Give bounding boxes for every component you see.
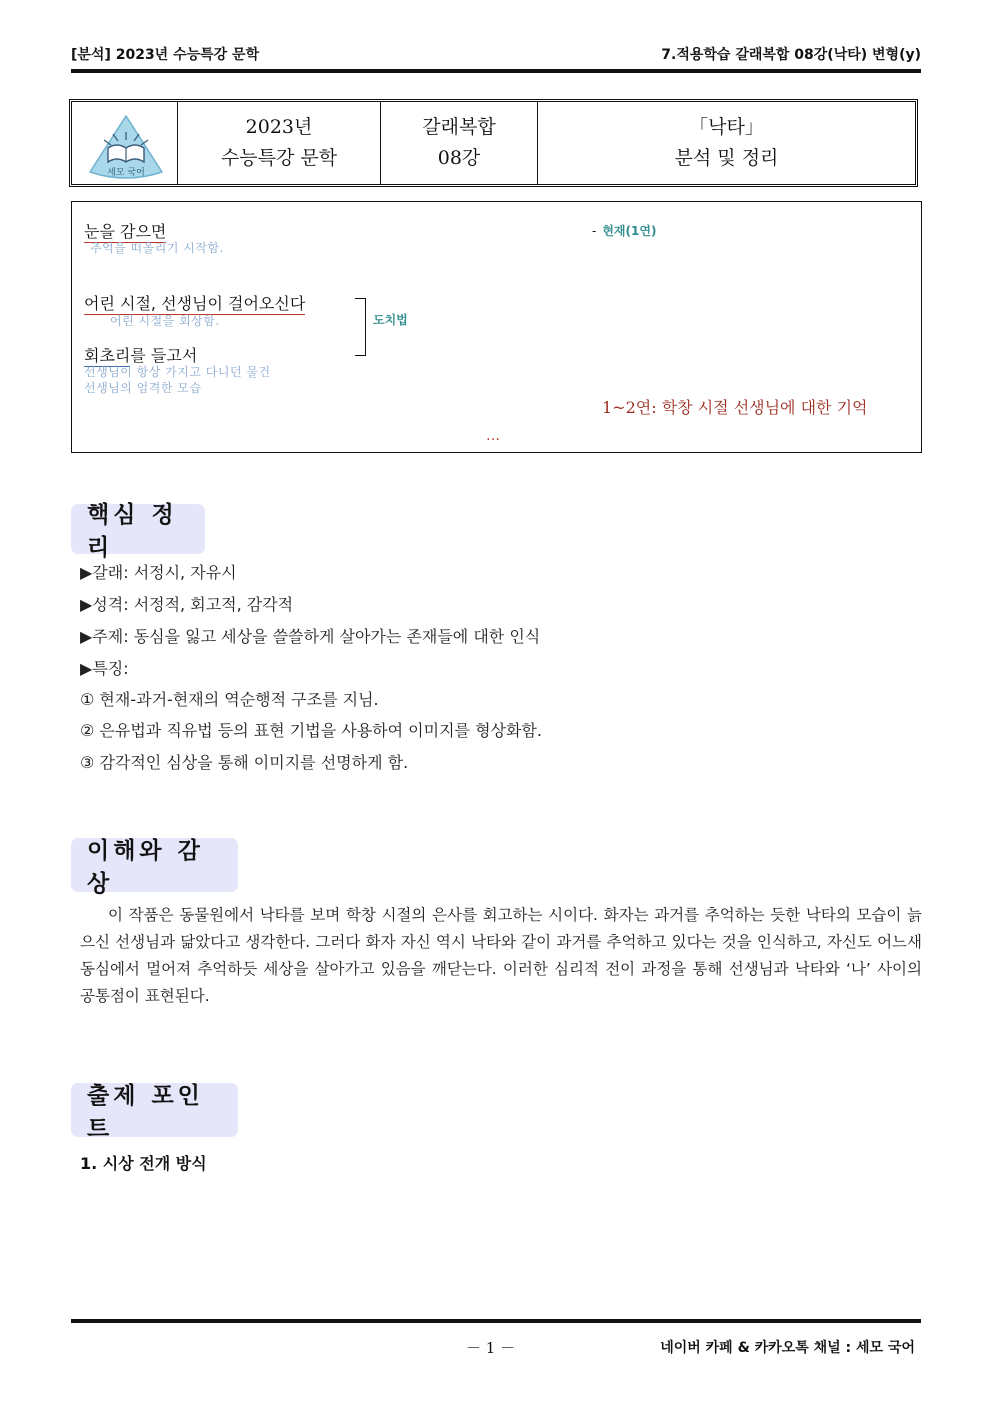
core-item-genre: ▶갈래: 서정시, 자유시 (80, 563, 237, 582)
feature-item-2: ② 은유법과 직유법 등의 표현 기법을 사용하여 이미지를 형상화함. (80, 721, 542, 740)
header-rule (71, 69, 921, 73)
footer-channel: 네이버 카페 & 카카오톡 채널 : 세모 국어 (660, 1340, 915, 1356)
title-cell-unit (381, 102, 538, 184)
header-left: [분석] 2023년 수능특강 문학 (71, 47, 260, 63)
exam-point-heading: 출제 포인트 (71, 1083, 238, 1137)
poem-line-2: 어린 시절, 선생님이 걸어오신다 (84, 294, 306, 313)
title-cell-book (178, 102, 381, 184)
poem-line-3-rest: 를 들고서 (130, 346, 198, 365)
core-item-character: ▶성격: 서정적, 회고적, 감각적 (80, 595, 294, 614)
core-heading: 핵심 정리 (71, 504, 205, 554)
title-work: 「낙타」 (689, 116, 764, 138)
header-right: 7.적용학습 갈래복합 08강(낙타) 변형(y) (661, 47, 921, 63)
core-item-theme: ▶주제: 동심을 잃고 세상을 쓸쓸하게 살아가는 존재들에 대한 인식 (80, 627, 541, 646)
exam-item-1: 1. 시상 전개 방식 (80, 1154, 207, 1173)
poem-note-1: 추억을 떠올리기 시작함. (90, 241, 224, 255)
appreciation-paragraph: 이 작품은 동물원에서 낙타를 보며 학창 시절의 은사를 회고하는 시이다. 화자는 과거를 추억하는 듯한 낙타의 모습이 늙으신 선생님과 닮았다고 생각한다. 그러다 화자 자신 역시 낙타와 같이 과거를 추억하고 있다는 것을 인식하고, 자신도 어느새 동심에서 멀어져 추억하듯 세상을 살아가고 있음을 깨닫는다. 이러한 심리적 전이 과정을 통해 선생님과 낙타와 ‘나’ 사이의 공통점이 표현된다. (80, 906, 922, 1005)
poem-note-3a: 선생님이 항상 가지고 다니던 물건 (84, 365, 271, 379)
logo-text: 세모 국어 (107, 168, 145, 178)
poem-ellipsis: … (486, 428, 500, 444)
logo-cell (72, 102, 178, 184)
feature-item-1: ① 현재-과거-현재의 역순행적 구조를 지님. (80, 690, 379, 709)
poem-note-3b: 선생님의 엄격한 모습 (84, 381, 202, 395)
tag-present: 현재(1연) (602, 224, 657, 238)
poem-tag-1 (592, 222, 656, 239)
title-genre: 갈래복합 (422, 116, 496, 138)
title-book: 수능특강 문학 (220, 147, 338, 169)
page-number: － 1 － (466, 1339, 516, 1357)
title-year: 2023년 (245, 116, 313, 138)
footer-rule (71, 1319, 921, 1323)
poem-analysis-box (71, 201, 922, 453)
bracket-label: 도치법 (373, 313, 408, 327)
book-logo-icon (80, 110, 172, 182)
poem-note-2: 어린 시절을 회상함. (110, 314, 220, 328)
title-cell-work (538, 102, 915, 184)
title-subtitle: 분석 및 정리 (674, 147, 779, 169)
core-item-features: ▶특징: (80, 659, 129, 678)
title-table (69, 99, 918, 187)
poem-line-1: 눈을 감으면 (84, 222, 167, 241)
tag-dash: - (592, 224, 597, 238)
inversion-bracket (355, 298, 366, 356)
appreciation-heading: 이해와 감상 (71, 838, 238, 892)
poem-word-whip: 회초리 (84, 346, 131, 365)
title-lesson: 08강 (437, 147, 481, 169)
feature-item-3: ③ 감각적인 심상을 통해 이미지를 선명하게 함. (80, 753, 409, 772)
stanza-summary: 1~2연: 학창 시절 선생님에 대한 기억 (602, 398, 868, 417)
